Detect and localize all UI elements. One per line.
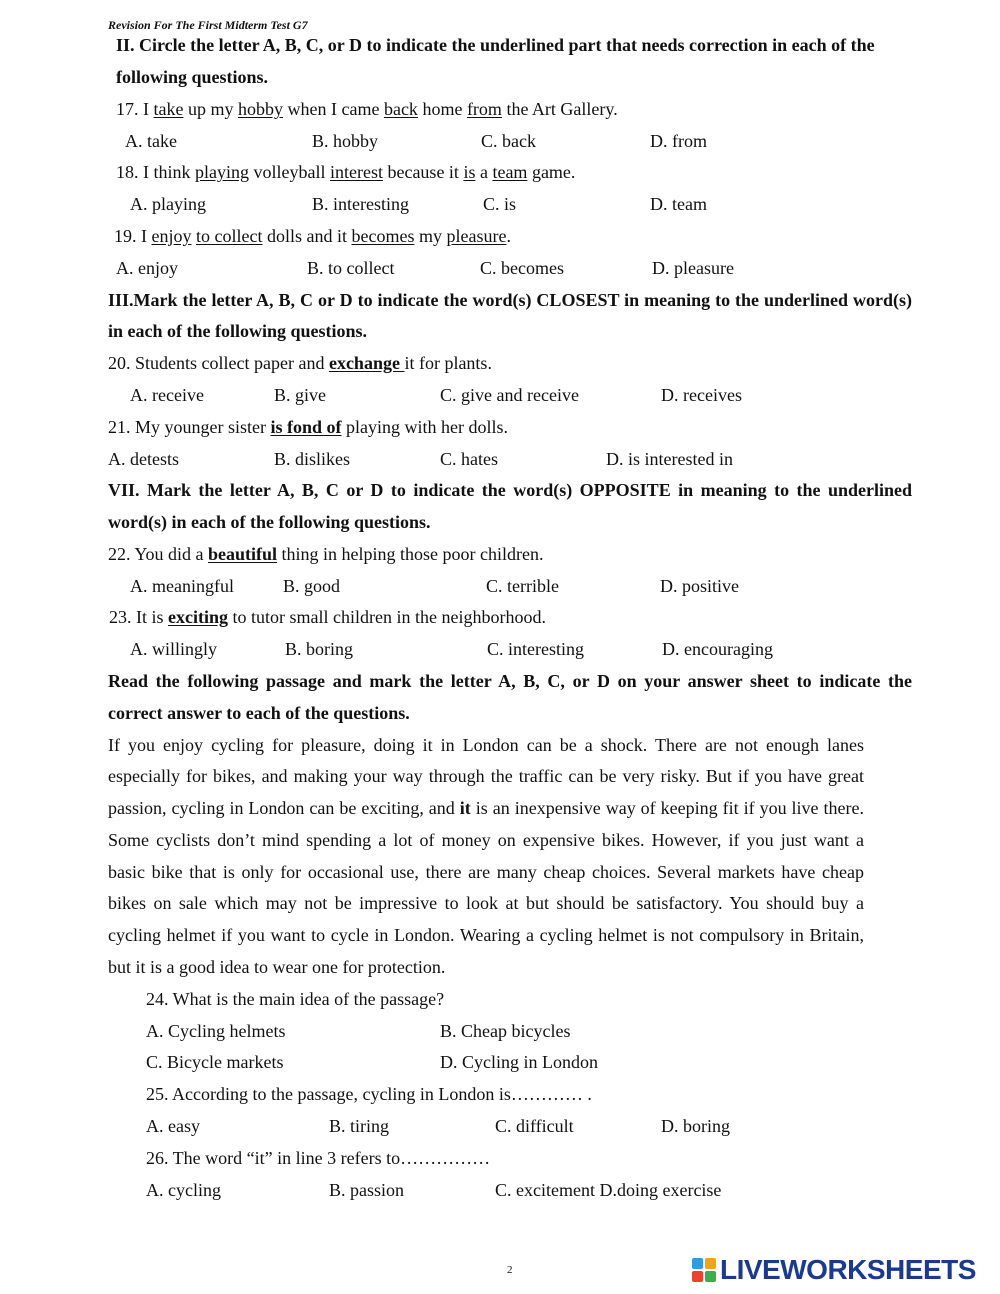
passage-line-7: cycling helmet if you want to cycle in London. Wearing a cycling helmet is not compulsory in Britain, (108, 925, 864, 945)
passage-line-4: Some cyclists don’t mind spending a lot of money on expensive bikes. However, if you just want a (108, 830, 864, 850)
question-20: 20. Students collect paper and exchange it for plants. (108, 353, 492, 373)
question-22: 22. You did a beautiful thing in helping those poor children. (108, 544, 544, 564)
q23-option-a[interactable]: A. willingly (130, 639, 218, 659)
underlined-part-a: enjoy (151, 226, 192, 246)
q19-option-a[interactable]: A. enjoy (116, 258, 178, 278)
underlined-part-b: to collect (196, 226, 263, 246)
liveworksheets-logo (692, 1255, 976, 1285)
underlined-part-c: back (383, 99, 418, 119)
question-24: 24. What is the main idea of the passage? (146, 989, 445, 1009)
q24-option-a[interactable]: A. Cycling helmets (146, 1021, 286, 1041)
reading-instruction: Read the following passage and mark the letter A, B, C, or D on your answer sheet to indicate the (108, 671, 912, 691)
q25-option-b[interactable]: B. tiring (329, 1116, 390, 1136)
question-25: 25. According to the passage, cycling in London is………… . (146, 1084, 592, 1104)
passage-line-8: but it is a good idea to wear one for protection. (108, 957, 446, 977)
question-21: 21. My younger sister is fond of playing with her dolls. (108, 417, 508, 437)
q23-option-b[interactable]: B. boring (285, 639, 354, 659)
question-17: 17. I take up my hobby when I came back home from the Art Gallery. (116, 99, 618, 119)
q20-option-b[interactable]: B. give (274, 385, 326, 405)
q18-option-d[interactable]: D. team (650, 194, 707, 214)
q20-option-d[interactable]: D. receives (661, 385, 742, 405)
underlined-part-b: interest (329, 162, 383, 182)
section-3-instruction-cont: in each of the following questions. (108, 321, 368, 341)
underlined-word: exchange (328, 353, 405, 373)
q17-option-a[interactable]: A. take (125, 131, 177, 151)
q25-option-d[interactable]: D. boring (661, 1116, 730, 1136)
document-header: Revision For The First Midterm Test G7 (108, 18, 308, 32)
question-23: 23. It is exciting to tutor small children in the neighborhood. (109, 607, 546, 627)
q21-option-c[interactable]: C. hates (440, 449, 498, 469)
q18-option-b[interactable]: B. interesting (312, 194, 409, 214)
underlined-part-a: take (153, 99, 184, 119)
reading-instruction-cont: correct answer to each of the questions. (108, 703, 410, 723)
question-19: 19. I enjoy to collect dolls and it becomes my pleasure. (114, 226, 511, 246)
underlined-part-a: playing (195, 162, 249, 182)
q19-option-d[interactable]: D. pleasure (652, 258, 734, 278)
section-7-instruction: VII. Mark the letter A, B, C or D to indicate the word(s) OPPOSITE in meaning to the underlined (108, 480, 912, 500)
question-26: 26. The word “it” in line 3 refers to…………… (146, 1148, 491, 1168)
q24-option-d[interactable]: D. Cycling in London (440, 1052, 598, 1072)
q26-option-c-d[interactable]: C. excitement D.doing exercise (495, 1180, 722, 1200)
q24-option-b[interactable]: B. Cheap bicycles (440, 1021, 571, 1041)
page-number: 2 (507, 1264, 513, 1276)
q23-option-c[interactable]: C. interesting (487, 639, 584, 659)
q24-option-c[interactable]: C. Bicycle markets (146, 1052, 284, 1072)
q26-option-b[interactable]: B. passion (329, 1180, 405, 1200)
passage-line-6: bikes on sale which may not be impressive to look at but should be satisfactory. You should buy a (108, 893, 864, 913)
section-7-instruction-cont: word(s) in each of the following questions. (108, 512, 431, 532)
q20-option-c[interactable]: C. give and receive (440, 385, 579, 405)
passage-line-5: basic bike that is only for occasional use, there are many cheap choices. Several markets have cheap (108, 862, 864, 882)
underlined-part-c: is (463, 162, 476, 182)
section-2-instruction-cont: following questions. (116, 67, 269, 87)
section-2-instruction: II. Circle the letter A, B, C, or D to indicate the underlined part that needs correction in each of the (116, 35, 875, 55)
passage-line-2: especially for bikes, and making your way through the traffic can be very risky. But if you have great (108, 766, 864, 786)
q19-option-b[interactable]: B. to collect (307, 258, 395, 278)
q21-option-a[interactable]: A. detests (108, 449, 179, 469)
q25-option-c[interactable]: C. difficult (495, 1116, 574, 1136)
q22-option-a[interactable]: A. meaningful (130, 576, 234, 596)
underlined-part-d: team (492, 162, 528, 182)
q22-option-d[interactable]: D. positive (660, 576, 739, 596)
q26-option-a[interactable]: A. cycling (146, 1180, 221, 1200)
underlined-word: is fond of (270, 417, 342, 437)
q18-option-c[interactable]: C. is (483, 194, 517, 214)
q22-option-c[interactable]: C. terrible (486, 576, 559, 596)
question-18: 18. I think playing volleyball interest because it is a team game. (116, 162, 576, 182)
underlined-word: beautiful (208, 544, 278, 564)
underlined-word: exciting (168, 607, 229, 627)
underlined-part-c: becomes (351, 226, 415, 246)
q20-option-a[interactable]: A. receive (130, 385, 204, 405)
underlined-part-b: hobby (238, 99, 283, 119)
referenced-word-it: it (459, 798, 471, 818)
passage-line-1: If you enjoy cycling for pleasure, doing it in London can be a shock. There are not enough lanes (108, 735, 864, 755)
logo-text: LIVEWORKSHEETS (720, 1254, 976, 1285)
q19-option-c[interactable]: C. becomes (480, 258, 564, 278)
underlined-part-d: from (466, 99, 502, 119)
q21-option-b[interactable]: B. dislikes (274, 449, 351, 469)
q21-option-d[interactable]: D. is interested in (606, 449, 733, 469)
q17-option-d[interactable]: D. from (650, 131, 707, 151)
q25-option-a[interactable]: A. easy (146, 1116, 200, 1136)
q17-option-b[interactable]: B. hobby (312, 131, 379, 151)
q22-option-b[interactable]: B. good (283, 576, 341, 596)
logo-mark-icon (692, 1258, 716, 1282)
underlined-part-d: pleasure (446, 226, 507, 246)
q17-option-c[interactable]: C. back (481, 131, 536, 151)
passage-line-3: passion, cycling in London can be exciting, and it is an inexpensive way of keeping fit if you live there. (108, 798, 865, 818)
section-3-instruction: III.Mark the letter A, B, C or D to indicate the word(s) CLOSEST in meaning to the underlined word(s) (108, 290, 912, 310)
q18-option-a[interactable]: A. playing (130, 194, 206, 214)
q23-option-d[interactable]: D. encouraging (662, 639, 773, 659)
